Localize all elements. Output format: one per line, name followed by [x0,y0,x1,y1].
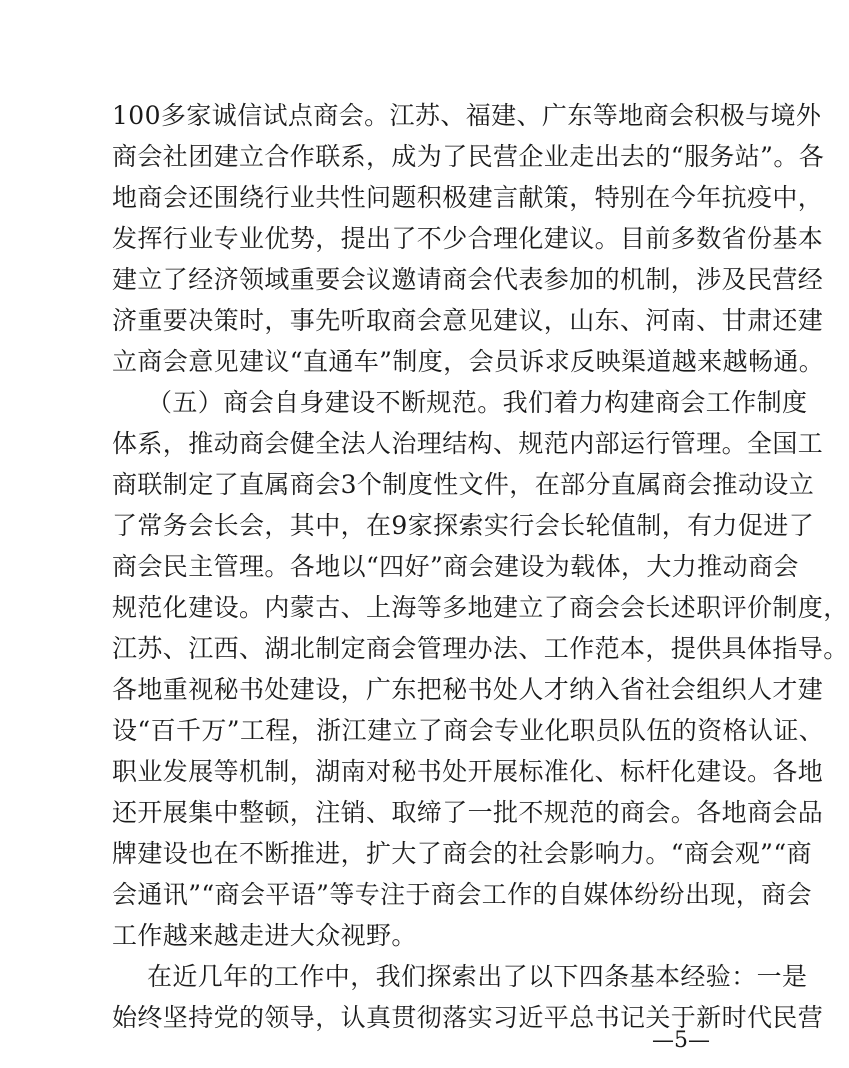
body-text-line: 各地重视秘书处建设，广东把秘书处人才纳入省社会组织人才建 [112,675,824,704]
body-text-line: 商联制定了直属商会3个制度性文件，在部分直属商会推动设立 [112,470,815,499]
body-text-line: 始终坚持党的领导，认真贯彻落实习近平总书记关于新时代民营 [112,1003,824,1032]
body-text-line: 建立了经济领域重要会议邀请商会代表参加的机制，涉及民营经 [112,265,824,294]
body-text-line: 商会社团建立合作联系，成为了民营企业走出去的“服务站”。各 [112,142,825,171]
body-text-line: 商会民主管理。各地以“四好”商会建设为载体，大力推动商会 [112,552,799,581]
body-text-line: 还开展集中整顿，注销、取缔了一批不规范的商会。各地商会品 [112,798,824,827]
section-heading-line: （五）商会自身建设不断规范。我们着力构建商会工作制度 [147,388,808,417]
body-text-line: 设“百千万”工程，浙江建立了商会专业化职员队伍的资格认证、 [112,716,825,745]
body-text-line: 牌建设也在不断推进，扩大了商会的社会影响力。“商会观”“商 [112,839,812,868]
body-text-line: 济重要决策时，事先听取商会意见建议，山东、河南、甘肃还建 [112,306,824,335]
body-text-line: 工作越来越走进大众视野。 [112,921,417,950]
body-text-line: 体系，推动商会健全法人治理结构、规范内部运行管理。全国工 [112,429,824,458]
body-text-line: 会通讯”“商会平语”等专注于商会工作的自媒体纷纷出现，商会 [112,880,812,909]
body-text-line: 100多家诚信试点商会。江苏、福建、广东等地商会积极与境外 [112,101,822,130]
body-text-line: 规范化建设。内蒙古、上海等多地建立了商会会长述职评价制度， [112,593,849,622]
body-text-line: 了常务会长会，其中，在9家探索实行会长轮值制，有力促进了 [112,511,815,540]
body-text-line: 江苏、江西、湖北制定商会管理办法、工作范本，提供具体指导。 [112,634,849,663]
body-text-line: 职业发展等机制，湖南对秘书处开展标准化、标杆化建设。各地 [112,757,824,786]
body-text-line: 地商会还围绕行业共性问题积极建言献策，特别在今年抗疫中， [112,183,824,212]
body-text-line: 立商会意见建议“直通车”制度，会员诉求反映渠道越来越畅通。 [112,347,825,376]
page-number: —5— [652,1028,710,1053]
body-text-line: 在近几年的工作中，我们探索出了以下四条基本经验：一是 [147,962,808,991]
body-text-line: 发挥行业专业优势，提出了不少合理化建议。目前多数省份基本 [112,224,824,253]
